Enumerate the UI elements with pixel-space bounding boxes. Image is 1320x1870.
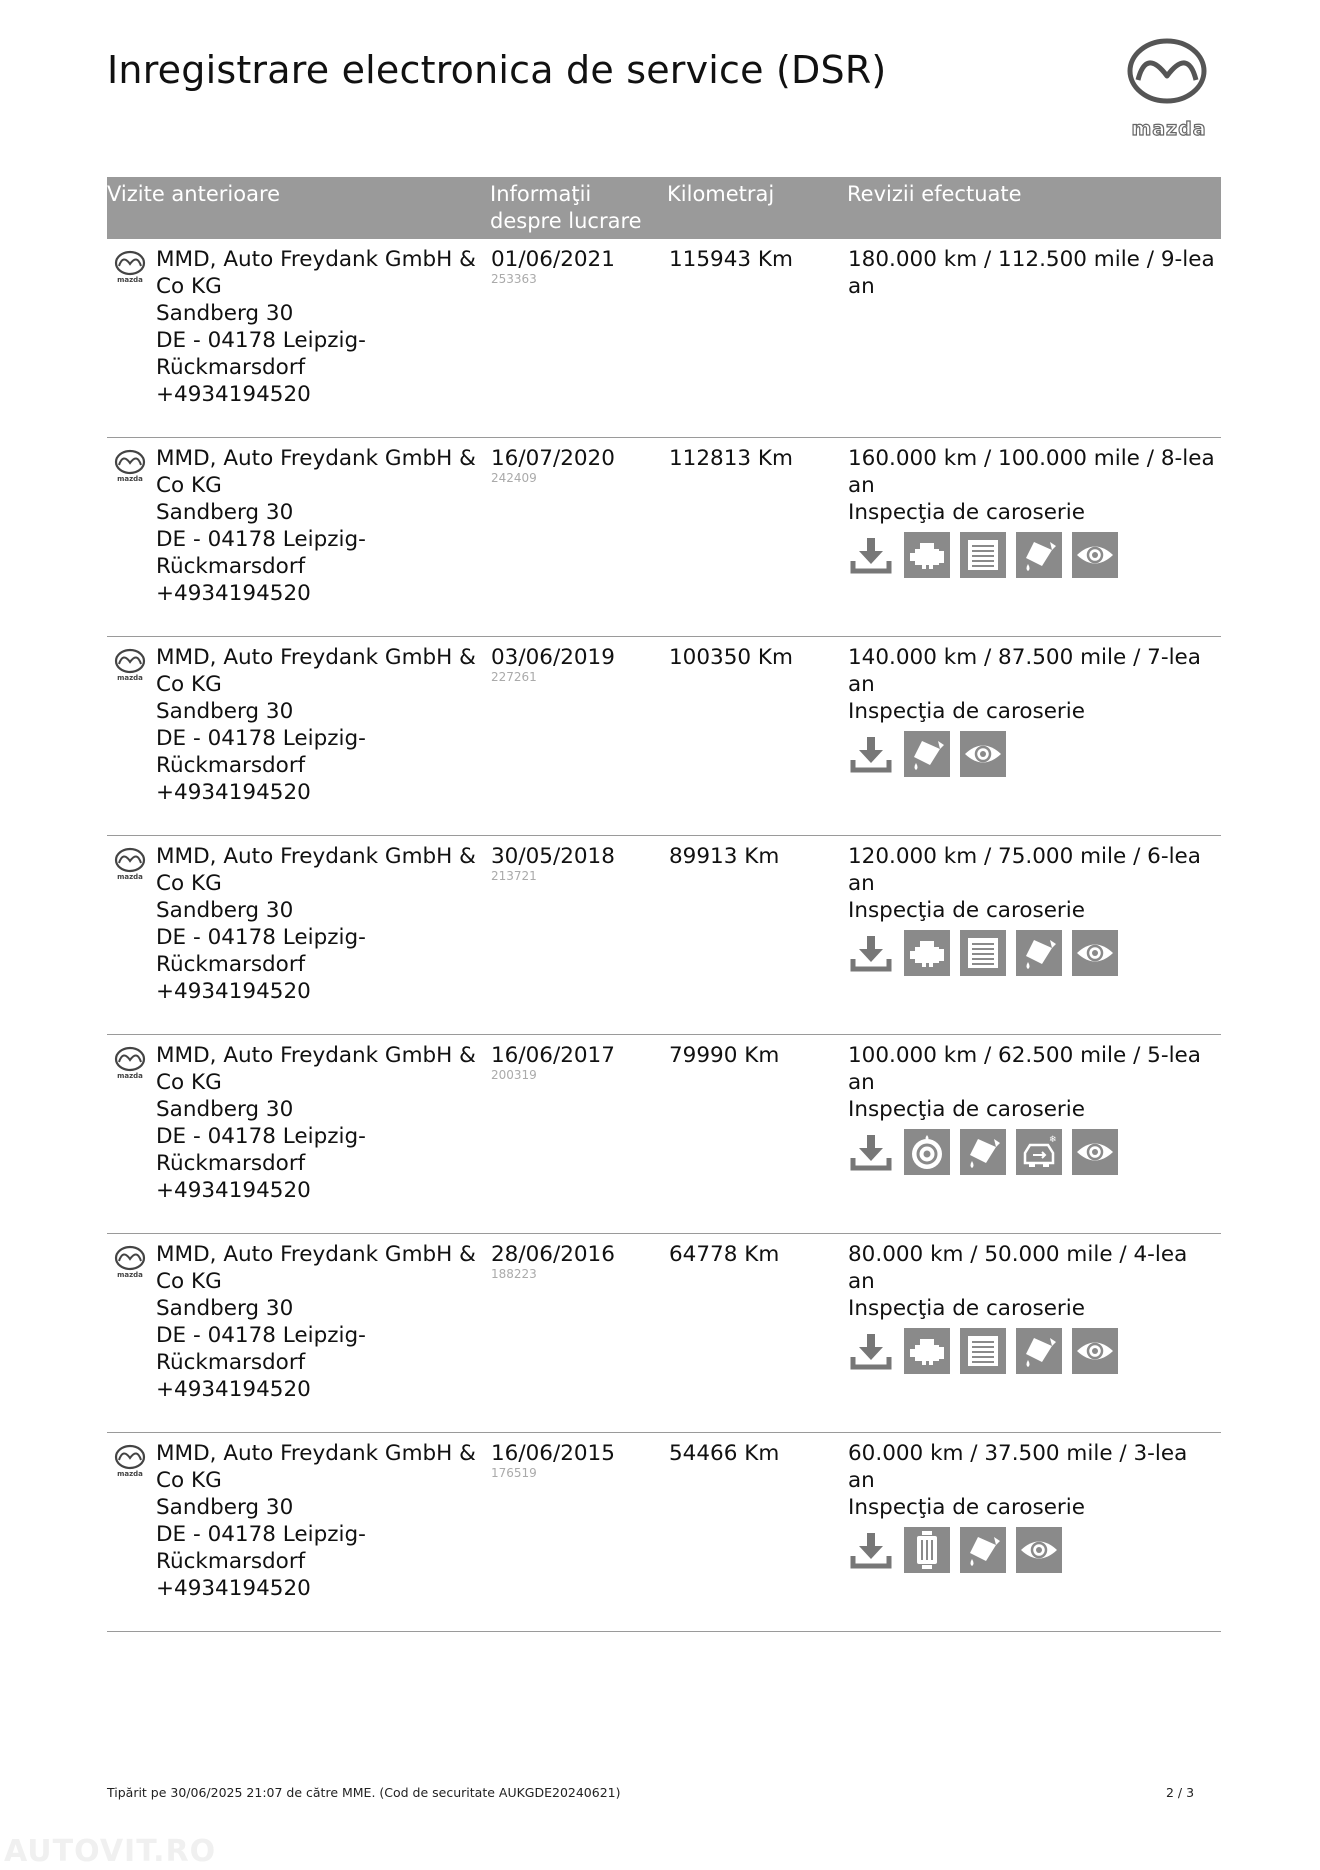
visit-date: 30/05/2018 xyxy=(491,844,615,869)
svg-text:mazda: mazda xyxy=(1131,118,1207,138)
dealer-address-line: DE - 04178 Leipzig- xyxy=(156,527,366,552)
dealer-address-line: DE - 04178 Leipzig- xyxy=(156,726,366,751)
download-icon xyxy=(848,930,894,976)
mileage: 89913 Km xyxy=(669,844,780,869)
svg-text:mazda: mazda xyxy=(117,674,143,682)
svg-text:mazda: mazda xyxy=(117,1271,143,1279)
mazda-dealer-icon xyxy=(112,647,148,683)
oil-can-icon xyxy=(904,731,950,777)
dealer-address xyxy=(156,644,476,806)
dealer-address xyxy=(156,445,476,607)
column-header-revisions: Revizii efectuate xyxy=(847,182,1022,206)
service-icons xyxy=(848,1129,1218,1175)
work-order-code: 188223 xyxy=(491,1267,537,1281)
table-row xyxy=(107,836,1221,1035)
mazda-dealer-icon xyxy=(112,1244,148,1280)
page-title: Inregistrare electronica de service (DSR) xyxy=(107,48,887,92)
mileage: 79990 Km xyxy=(669,1043,780,1068)
dealer-address-line: Sandberg 30 xyxy=(156,1097,294,1122)
svg-text:mazda: mazda xyxy=(117,1072,143,1080)
oil-can-icon xyxy=(960,1129,1006,1175)
revision-line: 80.000 km / 50.000 mile / 4-lea an xyxy=(848,1242,1188,1294)
dealer-address-line: Sandberg 30 xyxy=(156,500,294,525)
dealer-address xyxy=(156,843,476,1005)
svg-text:mazda: mazda xyxy=(117,873,143,881)
revision-line: Inspecţia de caroserie xyxy=(848,1097,1085,1122)
mazda-dealer-icon xyxy=(112,846,148,882)
revisions-performed xyxy=(848,644,1218,777)
dealer-address-line: DE - 04178 Leipzig- xyxy=(156,1323,366,1348)
table-row xyxy=(107,1234,1221,1433)
eye-icon xyxy=(1072,1328,1118,1374)
service-icons xyxy=(848,532,1218,578)
dealer-address-line: Sandberg 30 xyxy=(156,1495,294,1520)
dealer-address xyxy=(156,1042,476,1204)
svg-text:❄: ❄ xyxy=(1049,1135,1057,1145)
eye-icon xyxy=(1072,532,1118,578)
eye-icon xyxy=(1016,1527,1062,1573)
revisions-performed xyxy=(848,1440,1218,1573)
revision-line: Inspecţia de caroserie xyxy=(848,500,1085,525)
dealer-address-line: MMD, Auto Freydank GmbH & xyxy=(156,446,476,471)
dealer-address-line: +4934194520 xyxy=(156,1576,311,1601)
dealer-address-line: +4934194520 xyxy=(156,979,311,1004)
engine-icon xyxy=(904,532,950,578)
watermark: AUTOVIT.RO xyxy=(4,1834,217,1869)
table-row xyxy=(107,438,1221,637)
dealer-address-line: +4934194520 xyxy=(156,780,311,805)
dealer-address-line: MMD, Auto Freydank GmbH & xyxy=(156,1043,476,1068)
oil-can-icon xyxy=(1016,1328,1062,1374)
dealer-address xyxy=(156,1241,476,1403)
table-row xyxy=(107,1035,1221,1234)
mazda-dealer-icon xyxy=(112,448,148,484)
mileage: 100350 Km xyxy=(669,645,793,670)
revision-line: Inspecţia de caroserie xyxy=(848,1296,1085,1321)
visit-date: 16/07/2020 xyxy=(491,446,615,471)
revisions-performed xyxy=(848,445,1218,578)
download-icon xyxy=(848,731,894,777)
dealer-address-line: +4934194520 xyxy=(156,581,311,606)
dealer-address-line: MMD, Auto Freydank GmbH & xyxy=(156,645,476,670)
revision-line: an xyxy=(848,1070,875,1095)
revision-line: an xyxy=(848,473,875,498)
dealer-address xyxy=(156,1440,476,1602)
visit-date: 03/06/2019 xyxy=(491,645,615,670)
revision-line: an xyxy=(848,871,875,896)
dealer-address-line: DE - 04178 Leipzig- xyxy=(156,328,366,353)
dealer-address-line: Sandberg 30 xyxy=(156,1296,294,1321)
dealer-address-line: Co KG xyxy=(156,672,222,697)
air-filter-icon xyxy=(960,1328,1006,1374)
dealer-address-line: Rückmarsdorf xyxy=(156,753,306,778)
column-header-visits: Vizite anterioare xyxy=(107,182,281,206)
dealer-address-line: Rückmarsdorf xyxy=(156,1151,306,1176)
download-icon xyxy=(848,1527,894,1573)
revisions-performed xyxy=(848,246,1218,300)
dealer-address-line: Rückmarsdorf xyxy=(156,952,306,977)
dealer-address-line: Sandberg 30 xyxy=(156,699,294,724)
dealer-address-line: DE - 04178 Leipzig- xyxy=(156,1522,366,1547)
table-row xyxy=(107,1433,1221,1632)
revision-line: Inspecţia de caroserie xyxy=(848,898,1085,923)
eye-icon xyxy=(960,731,1006,777)
dealer-address-line: Sandberg 30 xyxy=(156,898,294,923)
service-icons xyxy=(848,930,1218,976)
dealer-address-line: MMD, Auto Freydank GmbH & xyxy=(156,844,476,869)
dealer-address-line: Rückmarsdorf xyxy=(156,355,306,380)
work-order-code: 200319 xyxy=(491,1068,537,1082)
mazda-dealer-icon xyxy=(112,249,148,285)
mileage: 64778 Km xyxy=(669,1242,780,1267)
revision-line: 60.000 km / 37.500 mile / 3-lea an xyxy=(848,1441,1188,1493)
mazda-logo xyxy=(1116,38,1222,138)
table-row xyxy=(107,637,1221,836)
mileage: 115943 Km xyxy=(669,247,793,272)
work-order-code: 176519 xyxy=(491,1466,537,1480)
work-order-code: 242409 xyxy=(491,471,537,485)
revision-line: 140.000 km / 87.500 mile / 7-lea xyxy=(848,645,1201,670)
revision-line: 100.000 km / 62.500 mile / 5-lea xyxy=(848,1043,1201,1068)
dealer-address xyxy=(156,246,476,408)
eye-icon xyxy=(1072,930,1118,976)
table-row xyxy=(107,239,1221,438)
column-header-work-info: Informaţii despre lucrare xyxy=(490,182,642,233)
service-icons xyxy=(848,1527,1218,1573)
engine-icon xyxy=(904,1328,950,1374)
page-number: 2 / 3 xyxy=(1166,1785,1195,1800)
dealer-address-line: MMD, Auto Freydank GmbH & xyxy=(156,247,476,272)
engine-icon xyxy=(904,930,950,976)
fuel-filter-icon xyxy=(904,1527,950,1573)
service-history-table xyxy=(107,177,1221,1632)
visit-date: 16/06/2015 xyxy=(491,1441,615,1466)
work-order-code: 227261 xyxy=(491,670,537,684)
ac-car-icon xyxy=(1016,1129,1062,1175)
revision-line: 120.000 km / 75.000 mile / 6-lea xyxy=(848,844,1201,869)
dealer-address-line: Co KG xyxy=(156,1070,222,1095)
dealer-address-line: Rückmarsdorf xyxy=(156,1549,306,1574)
dealer-address-line: Co KG xyxy=(156,1269,222,1294)
svg-text:mazda: mazda xyxy=(117,1470,143,1478)
revision-line: Inspecţia de caroserie xyxy=(848,1495,1085,1520)
oil-filter-icon xyxy=(904,1129,950,1175)
work-order-code: 213721 xyxy=(491,869,537,883)
svg-text:mazda: mazda xyxy=(117,475,143,483)
revision-line: 180.000 km / 112.500 mile / 9-lea xyxy=(848,247,1215,272)
column-header-mileage: Kilometraj xyxy=(667,182,775,206)
table-header xyxy=(107,177,1221,239)
dealer-address-line: Sandberg 30 xyxy=(156,301,294,326)
mazda-dealer-icon xyxy=(112,1045,148,1081)
service-icons xyxy=(848,1328,1218,1374)
air-filter-icon xyxy=(960,532,1006,578)
oil-can-icon xyxy=(960,1527,1006,1573)
dealer-address-line: +4934194520 xyxy=(156,382,311,407)
mileage: 54466 Km xyxy=(669,1441,780,1466)
revisions-performed xyxy=(848,1241,1218,1374)
revisions-performed xyxy=(848,1042,1218,1175)
print-footer: Tipărit pe 30/06/2025 21:07 de către MME. (Cod de securitate AUKGDE20240621) xyxy=(107,1785,621,1800)
dealer-address-line: +4934194520 xyxy=(156,1178,311,1203)
visit-date: 28/06/2016 xyxy=(491,1242,615,1267)
service-icons xyxy=(848,731,1218,777)
svg-text:mazda: mazda xyxy=(117,276,143,284)
dealer-address-line: Rückmarsdorf xyxy=(156,1350,306,1375)
dealer-address-line: Co KG xyxy=(156,871,222,896)
download-icon xyxy=(848,1129,894,1175)
download-icon xyxy=(848,1328,894,1374)
mazda-dealer-icon xyxy=(112,1443,148,1479)
dealer-address-line: MMD, Auto Freydank GmbH & xyxy=(156,1441,476,1466)
visit-date: 01/06/2021 xyxy=(491,247,615,272)
revision-line: Inspecţia de caroserie xyxy=(848,699,1085,724)
visit-date: 16/06/2017 xyxy=(491,1043,615,1068)
revisions-performed xyxy=(848,843,1218,976)
revision-line: an xyxy=(848,672,875,697)
download-icon xyxy=(848,532,894,578)
revision-line: an xyxy=(848,274,875,299)
oil-can-icon xyxy=(1016,532,1062,578)
dealer-address-line: MMD, Auto Freydank GmbH & xyxy=(156,1242,476,1267)
dealer-address-line: Co KG xyxy=(156,473,222,498)
mileage: 112813 Km xyxy=(669,446,793,471)
eye-icon xyxy=(1072,1129,1118,1175)
air-filter-icon xyxy=(960,930,1006,976)
dealer-address-line: Co KG xyxy=(156,274,222,299)
dealer-address-line: Rückmarsdorf xyxy=(156,554,306,579)
oil-can-icon xyxy=(1016,930,1062,976)
dealer-address-line: DE - 04178 Leipzig- xyxy=(156,1124,366,1149)
dealer-address-line: +4934194520 xyxy=(156,1377,311,1402)
work-order-code: 253363 xyxy=(491,272,537,286)
revision-line: 160.000 km / 100.000 mile / 8-lea xyxy=(848,446,1215,471)
dealer-address-line: Co KG xyxy=(156,1468,222,1493)
dealer-address-line: DE - 04178 Leipzig- xyxy=(156,925,366,950)
